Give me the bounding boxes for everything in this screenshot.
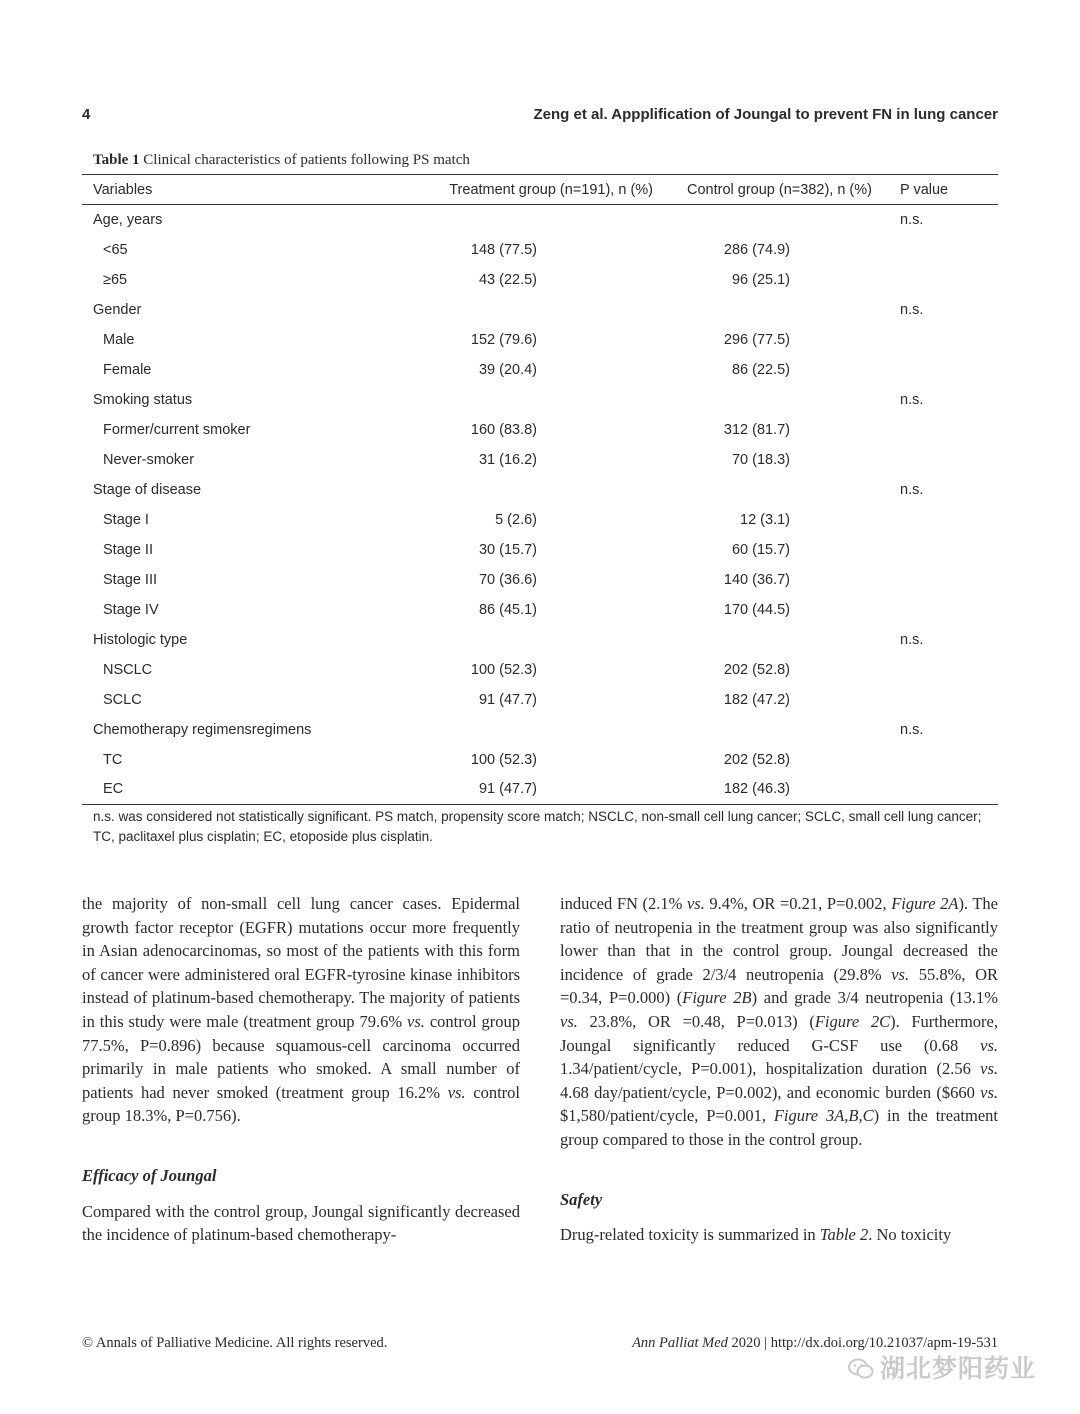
paragraph-efficacy: Compared with the control group, Joungal significantly decreased the incidence of platinum-based chemotherapy- — [82, 1201, 520, 1245]
cell-p-value: n.s. — [900, 481, 924, 498]
table-row — [82, 415, 998, 445]
cell-spacer — [790, 205, 900, 235]
cell-p-value — [900, 685, 998, 715]
table-row — [82, 505, 998, 535]
footer-journal: Ann Palliat Med — [632, 1335, 728, 1351]
cell-p-value — [900, 445, 998, 475]
cell-spacer — [537, 385, 687, 415]
table-row — [82, 445, 998, 475]
cell-variable: Age, years — [93, 211, 163, 228]
cell-control: 182 (47.2) — [723, 691, 790, 708]
cell-p-value — [900, 595, 998, 625]
cell-p-value — [900, 505, 998, 535]
cell-control — [687, 205, 790, 235]
cell-p-value — [900, 655, 998, 685]
cell-control: 12 (3.1) — [740, 511, 790, 528]
footer-doi: 2020 | http://dx.doi.org/10.21037/apm-19-531 — [727, 1335, 998, 1351]
table-group-row — [82, 385, 998, 415]
cell-variable: Gender — [93, 301, 142, 318]
cell-spacer — [790, 505, 900, 535]
cell-spacer — [790, 295, 900, 325]
cell-variable: Stage of disease — [93, 481, 202, 498]
cell-spacer — [790, 445, 900, 475]
col-header-control: Control group (n=382), n (%) — [687, 175, 900, 205]
col-header-treatment: Treatment group (n=191), n (%) — [403, 175, 687, 205]
cell-spacer — [790, 535, 900, 565]
cell-variable: Male — [103, 331, 135, 348]
running-title: Zeng et al. Appplification of Joungal to prevent FN in lung cancer — [533, 106, 998, 123]
cell-treatment — [403, 475, 537, 505]
table-row — [82, 235, 998, 265]
cell-spacer — [537, 655, 687, 685]
cell-p-value: n.s. — [900, 211, 924, 228]
watermark — [848, 1349, 1036, 1385]
cell-spacer — [790, 625, 900, 655]
cell-treatment: 70 (36.6) — [478, 571, 537, 588]
cell-p-value: n.s. — [900, 391, 924, 408]
cell-variable: Chemotherapy regimensregimens — [93, 721, 312, 738]
cell-p-value — [900, 775, 998, 805]
cell-control: 312 (81.7) — [723, 421, 790, 438]
body-column-right — [560, 892, 998, 1247]
paragraph-efficacy-results: induced FN (2.1% vs. 9.4%, OR =0.21, P=0.002, Figure 2A). The ratio of neutropenia in the treatment group was also significantly lower than that in the control group. Joungal decreased the incidence of grade 2/3/4 neutropenia (29.8% vs. 55.8%, OR =0.34, P=0.000) (Figure 2B) and grade 3/4 neutropenia (13.1% vs. 23.8%, OR =0.48, P=0.013) (Figure 2C). Furthermore, Joungal significantly reduced G-CSF use (0.68 vs. 1.34/patient/cycle, P=0.001), hospitalization duration (2.56 vs. 4.68 day/patient/cycle, P=0.002), and economic burden ($660 vs. $1,580/patient/cycle, P=0.001, Figure 3A,B,C) in the treatment group compared to those in the control group. — [560, 894, 999, 1149]
table-caption-label: Table 1 — [93, 152, 140, 168]
cell-treatment: 31 (16.2) — [478, 451, 537, 468]
col-header-variables: Variables — [82, 175, 403, 205]
paragraph-demographics: the majority of non-small cell lung cancer cases. Epidermal growth factor receptor (EGFR) mutations occur more frequently in Asian adenocarcinomas, so most of the patients with this form of cancer were administered oral EGFR-tyrosine kinase inhibitors instead of platinum-based chemotherapy. The majority of patients in this study were male (treatment group 79.6% vs. control group 77.5%, P=0.896) because squamous-cell carcinoma occurred primarily in male patients who smoked. A small number of patients had never smoked (treatment group 16.2% vs. control group 18.3%, P=0.756). — [82, 894, 521, 1126]
cell-p-value — [900, 235, 998, 265]
cell-spacer — [790, 475, 900, 505]
cell-spacer — [790, 355, 900, 385]
cell-spacer — [537, 535, 687, 565]
cell-p-value — [900, 535, 998, 565]
table-row — [82, 775, 998, 805]
cell-control: 96 (25.1) — [731, 271, 790, 288]
table-footnote: n.s. was considered not statistically significant. PS match, propensity score match; NSCLC, non-small cell lung cancer; SCLC, small cell lung cancer; TC, paclitaxel plus cisplatin; EC, etoposide plus cisplatin. — [93, 809, 982, 844]
cell-variable: EC — [82, 775, 403, 805]
cell-p-value: n.s. — [900, 631, 924, 648]
cell-variable: Female — [103, 361, 152, 378]
table-group-row — [82, 715, 998, 745]
cell-spacer — [790, 775, 900, 805]
cell-spacer — [790, 745, 900, 775]
cell-variable: Histologic type — [93, 631, 188, 648]
cell-spacer — [790, 265, 900, 295]
cell-variable: Stage III — [103, 571, 158, 588]
cell-control: 86 (22.5) — [731, 361, 790, 378]
table-header-row — [82, 175, 998, 205]
cell-spacer — [537, 715, 687, 745]
cell-control — [687, 475, 790, 505]
cell-treatment — [403, 715, 537, 745]
cell-treatment — [403, 205, 537, 235]
table-row — [82, 685, 998, 715]
cell-spacer — [537, 235, 687, 265]
cell-p-value — [900, 415, 998, 445]
col-header-p-value: P value — [900, 175, 998, 205]
cell-control: 70 (18.3) — [731, 451, 790, 468]
watermark-text: 湖北梦阳药业 — [880, 1355, 1037, 1383]
cell-spacer — [537, 595, 687, 625]
cell-spacer — [537, 325, 687, 355]
cell-control: 202 (52.8) — [723, 661, 790, 678]
cell-p-value: n.s. — [900, 301, 924, 318]
cell-spacer — [790, 655, 900, 685]
cell-p-value — [900, 325, 998, 355]
cell-control: 60 (15.7) — [731, 541, 790, 558]
table-row — [82, 745, 998, 775]
table-row — [82, 565, 998, 595]
cell-treatment: 30 (15.7) — [478, 541, 537, 558]
cell-treatment — [403, 295, 537, 325]
table-row — [82, 325, 998, 355]
cell-variable: NSCLC — [103, 661, 153, 678]
table-group-row — [82, 295, 998, 325]
cell-variable: Stage I — [103, 511, 149, 528]
characteristics-table — [82, 174, 998, 805]
footer-copyright: © Annals of Palliative Medicine. All rights reserved. — [82, 1335, 388, 1351]
table-row — [82, 265, 998, 295]
cell-treatment: 86 (45.1) — [478, 601, 537, 618]
cell-p-value — [900, 745, 998, 775]
cell-spacer — [537, 775, 687, 805]
cell-variable: <65 — [103, 241, 128, 258]
cell-spacer — [790, 565, 900, 595]
cell-control: 140 (36.7) — [723, 571, 790, 588]
cell-variable: Never-smoker — [103, 451, 195, 468]
cell-spacer — [537, 355, 687, 385]
cell-control — [687, 715, 790, 745]
table-group-row — [82, 625, 998, 655]
cell-control — [687, 385, 790, 415]
cell-spacer — [790, 235, 900, 265]
cell-treatment: 5 (2.6) — [495, 511, 537, 528]
cell-variable: SCLC — [103, 691, 142, 708]
cell-control: 170 (44.5) — [723, 601, 790, 618]
body-column-left — [82, 892, 520, 1247]
section-title-efficacy: Efficacy of Joungal — [82, 1165, 217, 1185]
cell-spacer — [790, 595, 900, 625]
table-caption — [93, 152, 470, 169]
cell-treatment: 152 (79.6) — [470, 331, 537, 348]
cell-spacer — [537, 625, 687, 655]
paragraph-safety: Drug-related toxicity is summarized in Table 2. No toxicity — [560, 1225, 952, 1245]
cell-spacer — [537, 445, 687, 475]
table-row — [82, 595, 998, 625]
cell-variable: Smoking status — [93, 391, 193, 408]
cell-spacer — [537, 205, 687, 235]
table-group-row — [82, 475, 998, 505]
cell-spacer — [537, 505, 687, 535]
cell-treatment: 100 (52.3) — [470, 751, 537, 768]
cell-control: 296 (77.5) — [723, 331, 790, 348]
cell-spacer — [537, 685, 687, 715]
cell-spacer — [537, 415, 687, 445]
cell-treatment — [403, 385, 537, 415]
table-body — [82, 205, 998, 805]
page-number: 4 — [82, 106, 91, 123]
cell-variable: ≥65 — [103, 271, 128, 288]
cell-variable: Stage II — [103, 541, 153, 558]
cell-control: 202 (52.8) — [723, 751, 790, 768]
cell-treatment: 100 (52.3) — [470, 661, 537, 678]
cell-variable: Stage IV — [103, 601, 159, 618]
table-caption-text: Clinical characteristics of patients following PS match — [143, 152, 470, 168]
cell-spacer — [537, 475, 687, 505]
cell-control: 286 (74.9) — [723, 241, 790, 258]
cell-control: 182 (46.3) — [687, 775, 790, 805]
cell-spacer — [537, 295, 687, 325]
cell-spacer — [790, 685, 900, 715]
cell-spacer — [537, 565, 687, 595]
cell-treatment: 39 (20.4) — [478, 361, 537, 378]
cell-treatment: 160 (83.8) — [470, 421, 537, 438]
cell-p-value: n.s. — [900, 721, 924, 738]
table-group-row — [82, 205, 998, 235]
cell-control — [687, 295, 790, 325]
cell-treatment: 43 (22.5) — [478, 271, 537, 288]
cell-p-value — [900, 355, 998, 385]
section-title-safety: Safety — [560, 1189, 603, 1209]
cell-spacer — [790, 385, 900, 415]
wechat-icon — [848, 1358, 874, 1380]
cell-treatment: 91 (47.7) — [403, 775, 537, 805]
cell-p-value — [900, 265, 998, 295]
table-row — [82, 355, 998, 385]
cell-spacer — [790, 325, 900, 355]
cell-spacer — [537, 265, 687, 295]
cell-treatment: 91 (47.7) — [478, 691, 537, 708]
table-row — [82, 655, 998, 685]
cell-spacer — [790, 415, 900, 445]
cell-spacer — [790, 715, 900, 745]
cell-treatment — [403, 625, 537, 655]
cell-treatment: 148 (77.5) — [470, 241, 537, 258]
table-row — [82, 535, 998, 565]
cell-variable: TC — [103, 751, 123, 768]
cell-p-value — [900, 565, 998, 595]
cell-control — [687, 625, 790, 655]
cell-variable: Former/current smoker — [103, 421, 251, 438]
cell-spacer — [537, 745, 687, 775]
